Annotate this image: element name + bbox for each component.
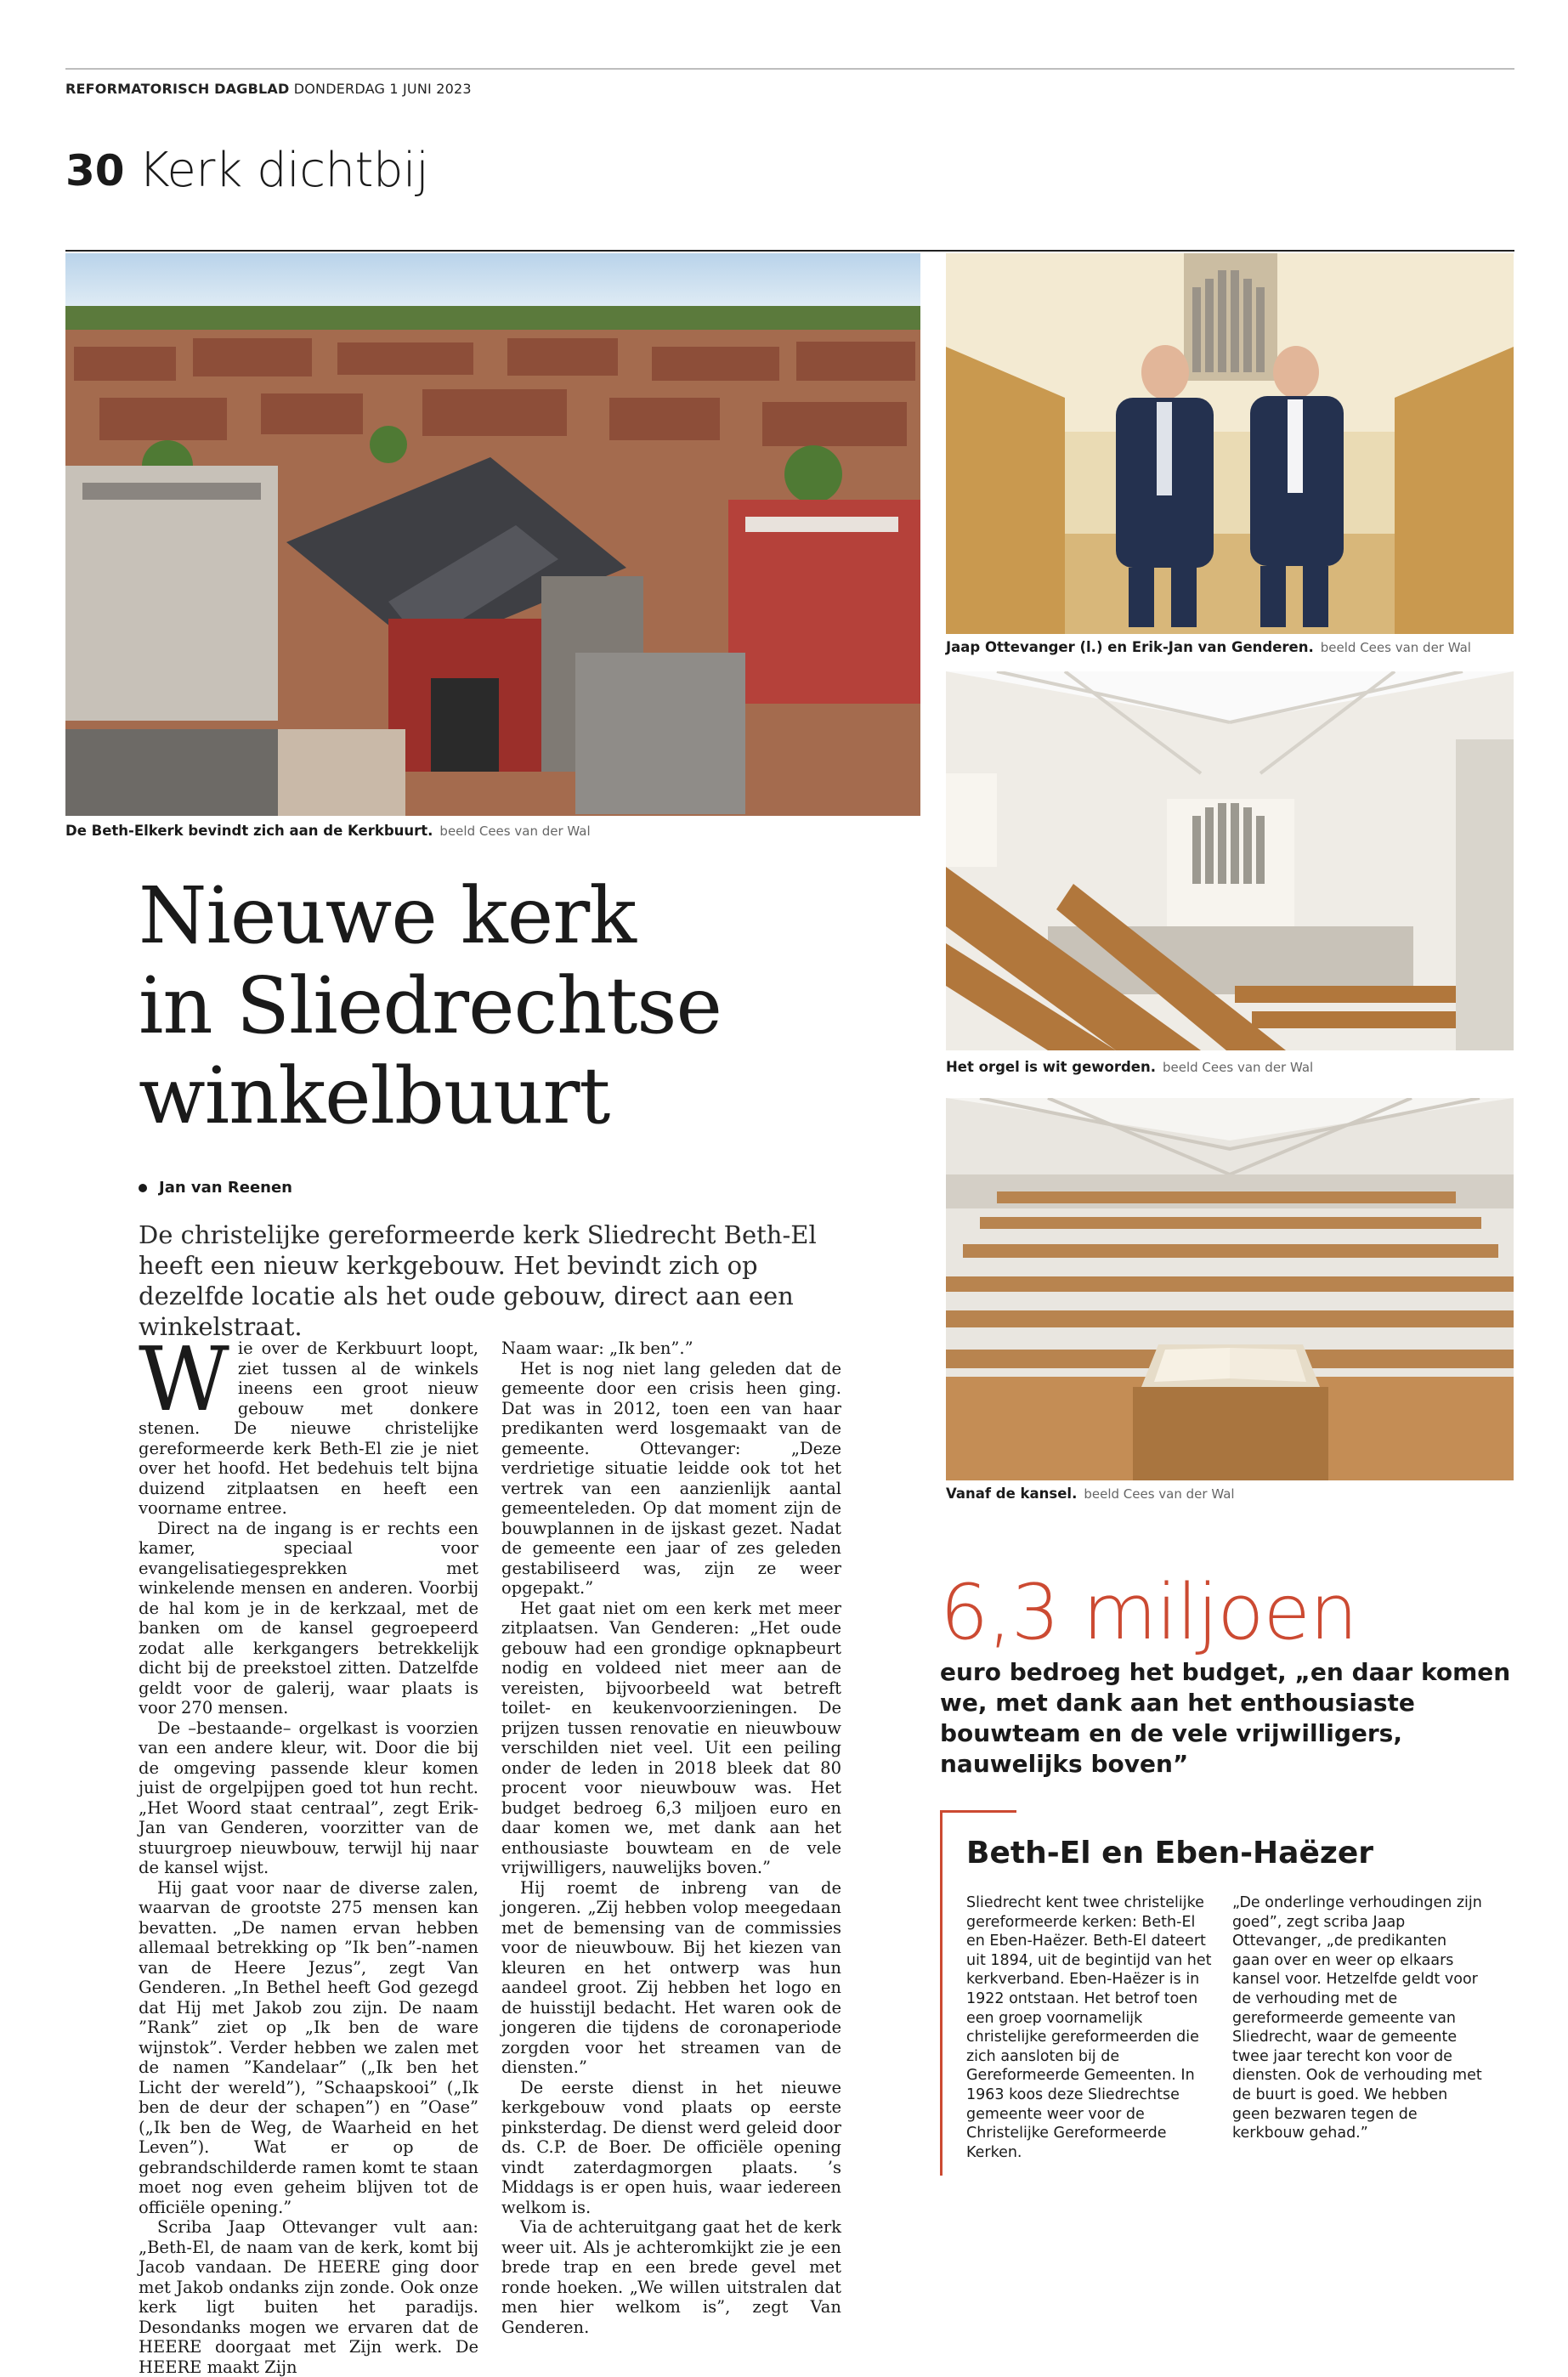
paragraph: Hij gaat voor naar de diverse zalen, waarvan de grootste 275 mensen kan bevatten. „De namen ervan hebben allemaal betrekking op ”Ik ben”-namen van de Heere Jezus”, zegt Van Genderen. „In Bethel heeft God gezegd dat Hij met Jakob zou zijn. De naam ”Rank” ziet op „Ik ben de ware wijnstok”. Verder hebben we zalen met de namen ”Kandelaar” („Ik ben het Licht der wereld”), ”Schaapskooi” („Ik ben de deur der schapen”) en ”Oase” („Ik ben de Weg, de Waarheid en het Leven”). Wat er op de gebrandschilderde ramen komt te staan moet nog even geheim blijven tot de officiële opening.”: [139, 1877, 478, 2217]
paragraph: Direct na de ingang is er rechts een kamer, speciaal voor evangelisatiegesprekken met winkelende mensen en anderen. Voorbij de hal kom je in de kerkzaal, met de banken om de kansel gegroepeerd zodat alle kerkgangers betrekkelijk dicht bij de preekstoel zitten. Datzelfde geldt voor de galerij, waar plaats is voor 270 mensen.: [139, 1518, 478, 1718]
infobox-title: Beth-El en Eben-Haëzer: [966, 1836, 1373, 1870]
aerial-credit: beeld Cees van der Wal: [439, 823, 591, 839]
section-rule: [65, 250, 1514, 252]
aerial-caption-text: De Beth-Elkerk bevindt zich aan de Kerkbuurt.: [65, 823, 433, 839]
pulpit-caption-text: Vanaf de kansel.: [946, 1486, 1078, 1502]
portrait-caption-text: Jaap Ottevanger (l.) en Erik-Jan van Genderen.: [946, 639, 1314, 655]
pulpit-photo: [946, 1098, 1514, 1480]
paper-name: REFORMATORISCH DAGBLAD: [65, 81, 290, 97]
paragraph: Wie over de Kerkbuurt loopt, ziet tussen al de winkels ineens een groot nieuw gebouw met donkere stenen. De nieuwe christelijke gereformeerde kerk Beth-El zie je niet over het hoofd. Het bedehuis telt bijna duizend zitplaatsen en heeft een voorname entree.: [139, 1327, 478, 1518]
portrait-credit: beeld Cees van der Wal: [1320, 640, 1471, 655]
paragraph: Via de achteruitgang gaat het de kerk weer uit. Als je achteromkijkt zie je een brede trap en een brede gevel met ronde hoeken. „We willen uitstralen dat men hier welkom is”, zegt Van Genderen.: [501, 2217, 841, 2337]
byline-bullet: [139, 1184, 147, 1192]
article-headline: [139, 871, 903, 1141]
organ-caption: [946, 1059, 1313, 1075]
article-intro: De christelijke gereformeerde kerk Sliedrecht Beth-El heeft een nieuw kerkgebouw. Het bevindt zich op dezelfde locatie als het oude gebouw, direct aan een winkelstraat.: [139, 1220, 817, 1341]
portrait-caption: [946, 639, 1471, 655]
dropcap: W: [139, 1327, 229, 1431]
pulpit-caption: [946, 1486, 1235, 1502]
pullquote-text: euro bedroeg het budget, „en daar komen we, met dank aan het enthousiaste bouwteam en de vele vrijwilligers, nauwelijks boven”: [940, 1658, 1511, 1778]
aerial-photo: [65, 253, 920, 816]
aerial-caption: [65, 823, 591, 839]
pulpit-credit: beeld Cees van der Wal: [1084, 1486, 1235, 1502]
paragraph: De –bestaande– orgelkast is voorzien van een andere kleur, wit. Door die bij de omgeving passende kleur komen juist de orgelpijpen goed tot hun recht. „Het Woord staat centraal”, zegt Erik-Jan van Genderen, voorzitter van de stuurgroep nieuwbouw, terwijl hij naar de kansel wijst.: [139, 1718, 478, 1877]
portrait-photo: [946, 253, 1514, 634]
organ-caption-text: Het orgel is wit geworden.: [946, 1059, 1156, 1075]
article-column-1: [139, 1327, 478, 2377]
issue-date: DONDERDAG 1 JUNI 2023: [293, 81, 472, 97]
top-rule: [65, 68, 1514, 70]
pullquote-number: 6,3 miljoen: [940, 1568, 1357, 1657]
organ-credit: beeld Cees van der Wal: [1163, 1060, 1314, 1075]
paragraph: Het gaat niet om een kerk met meer zitplaatsen. Van Genderen: „Het oude gebouw had een grondige opknapbeurt nodig en voldeed niet meer aan de vereisten, bijvoorbeeld wat betreft toilet- en keukenvoorzieningen. De prijzen tussen renovatie en nieuwbouw verschilden niet veel. Uit een peiling onder de leden in 2018 bleek dat 80 procent voor nieuwbouw was. Het budget bedroeg 6,3 miljoen euro en daar komen we, met dank aan het enthousiaste bouwteam en de vele vrijwilligers, nauwelijks boven.”: [501, 1598, 841, 1877]
infobox-accent-top: [940, 1810, 1016, 1813]
paragraph: Naam waar: „Ik ben”.”: [501, 1338, 693, 1358]
paragraph: Hij roemt de inbreng van de jongeren. „Zij hebben volop meegedaan met de bemensing van de commissies voor de nieuwbouw. Bij het kiezen van kleuren en het ontwerp was hun aandeel groot. Zij hebben het logo en de huisstijl bedacht. Het waren ook de jongeren die tijdens de coronaperiode zorgden voor het streamen van de diensten.”: [501, 1877, 841, 2077]
section-title: Kerk dichtbij: [139, 143, 429, 198]
byline: [139, 1179, 292, 1197]
headline-line-1: Nieuwe kerk: [139, 870, 636, 961]
infobox-column-1: Sliedrecht kent twee christelijke gereformeerde kerken: Beth-El en Eben-Haëzer. Beth-El dateert uit 1894, uit de begintijd van het kerkverband. Eben-Haëzer is in 1922 ontstaan. Het betrof toen een groep voornamelijk christelijke gereformeerden die zich aansloten bij de Gereformeerde Gemeenten. In 1963 koos deze Sliedrechtse gemeente weer voor de Christelijke Gereformeerde Kerken.: [966, 1894, 1212, 2161]
page-number: 30: [65, 146, 125, 195]
infobox-column-2: „De onderlinge verhoudingen zijn goed”, zegt scriba Jaap Ottevanger, „de predikanten gaan over en weer op elkaars kansel voor. Hetzelfde geldt voor de verhouding met de gereformeerde gemeente van Sliedrecht, waar de gemeente twee jaar terecht kon voor de diensten. Ook de verhouding met de buurt is goed. We hebben geen bezwaren tegen de kerkbouw gehad.”: [1232, 1894, 1482, 2142]
paragraph: Scriba Jaap Ottevanger vult aan: „Beth-El, de naam van de kerk, komt bij Jacob vandaan. De HEERE ging door met Jakob ondanks zijn zonde. Ook onze kerk ligt buiten het paradijs. Desondanks mogen we ervaren dat de HEERE doorgaat met Zijn werk. De HEERE maakt Zijn: [139, 2217, 478, 2377]
article-column-2: [501, 1338, 841, 2337]
organ-photo: [946, 671, 1514, 1050]
paragraph: Het is nog niet lang geleden dat de gemeente door een crisis heen ging. Dat was in 2012, toen een van haar predikanten werd losgemaakt van de gemeente. Ottevanger: „Deze verdrietige situatie leidde ook tot het vertrek van een aanzienlijk aantal gemeenteleden. Op dat moment zijn de bouwplannen in de ijskast gezet. Nadat de gemeente een jaar of zes geleden gestabiliseerd was, zijn ze weer opgepakt.”: [501, 1358, 841, 1598]
paragraph: De eerste dienst in het nieuwe kerkgebouw vond plaats op eerste pinksterdag. De dienst werd geleid door ds. C.P. de Boer. De officiële opening vindt zaterdagmorgen plaats. ’s Middags is er open huis, waar iedereen welkom is.: [501, 2077, 841, 2217]
author-name: Jan van Reenen: [159, 1179, 292, 1197]
infobox-accent-bar: [940, 1810, 942, 2176]
headline-line-2: in Sliedrechtse: [139, 960, 722, 1051]
masthead: [65, 81, 472, 97]
headline-line-3: winkelbuurt: [139, 1050, 610, 1141]
